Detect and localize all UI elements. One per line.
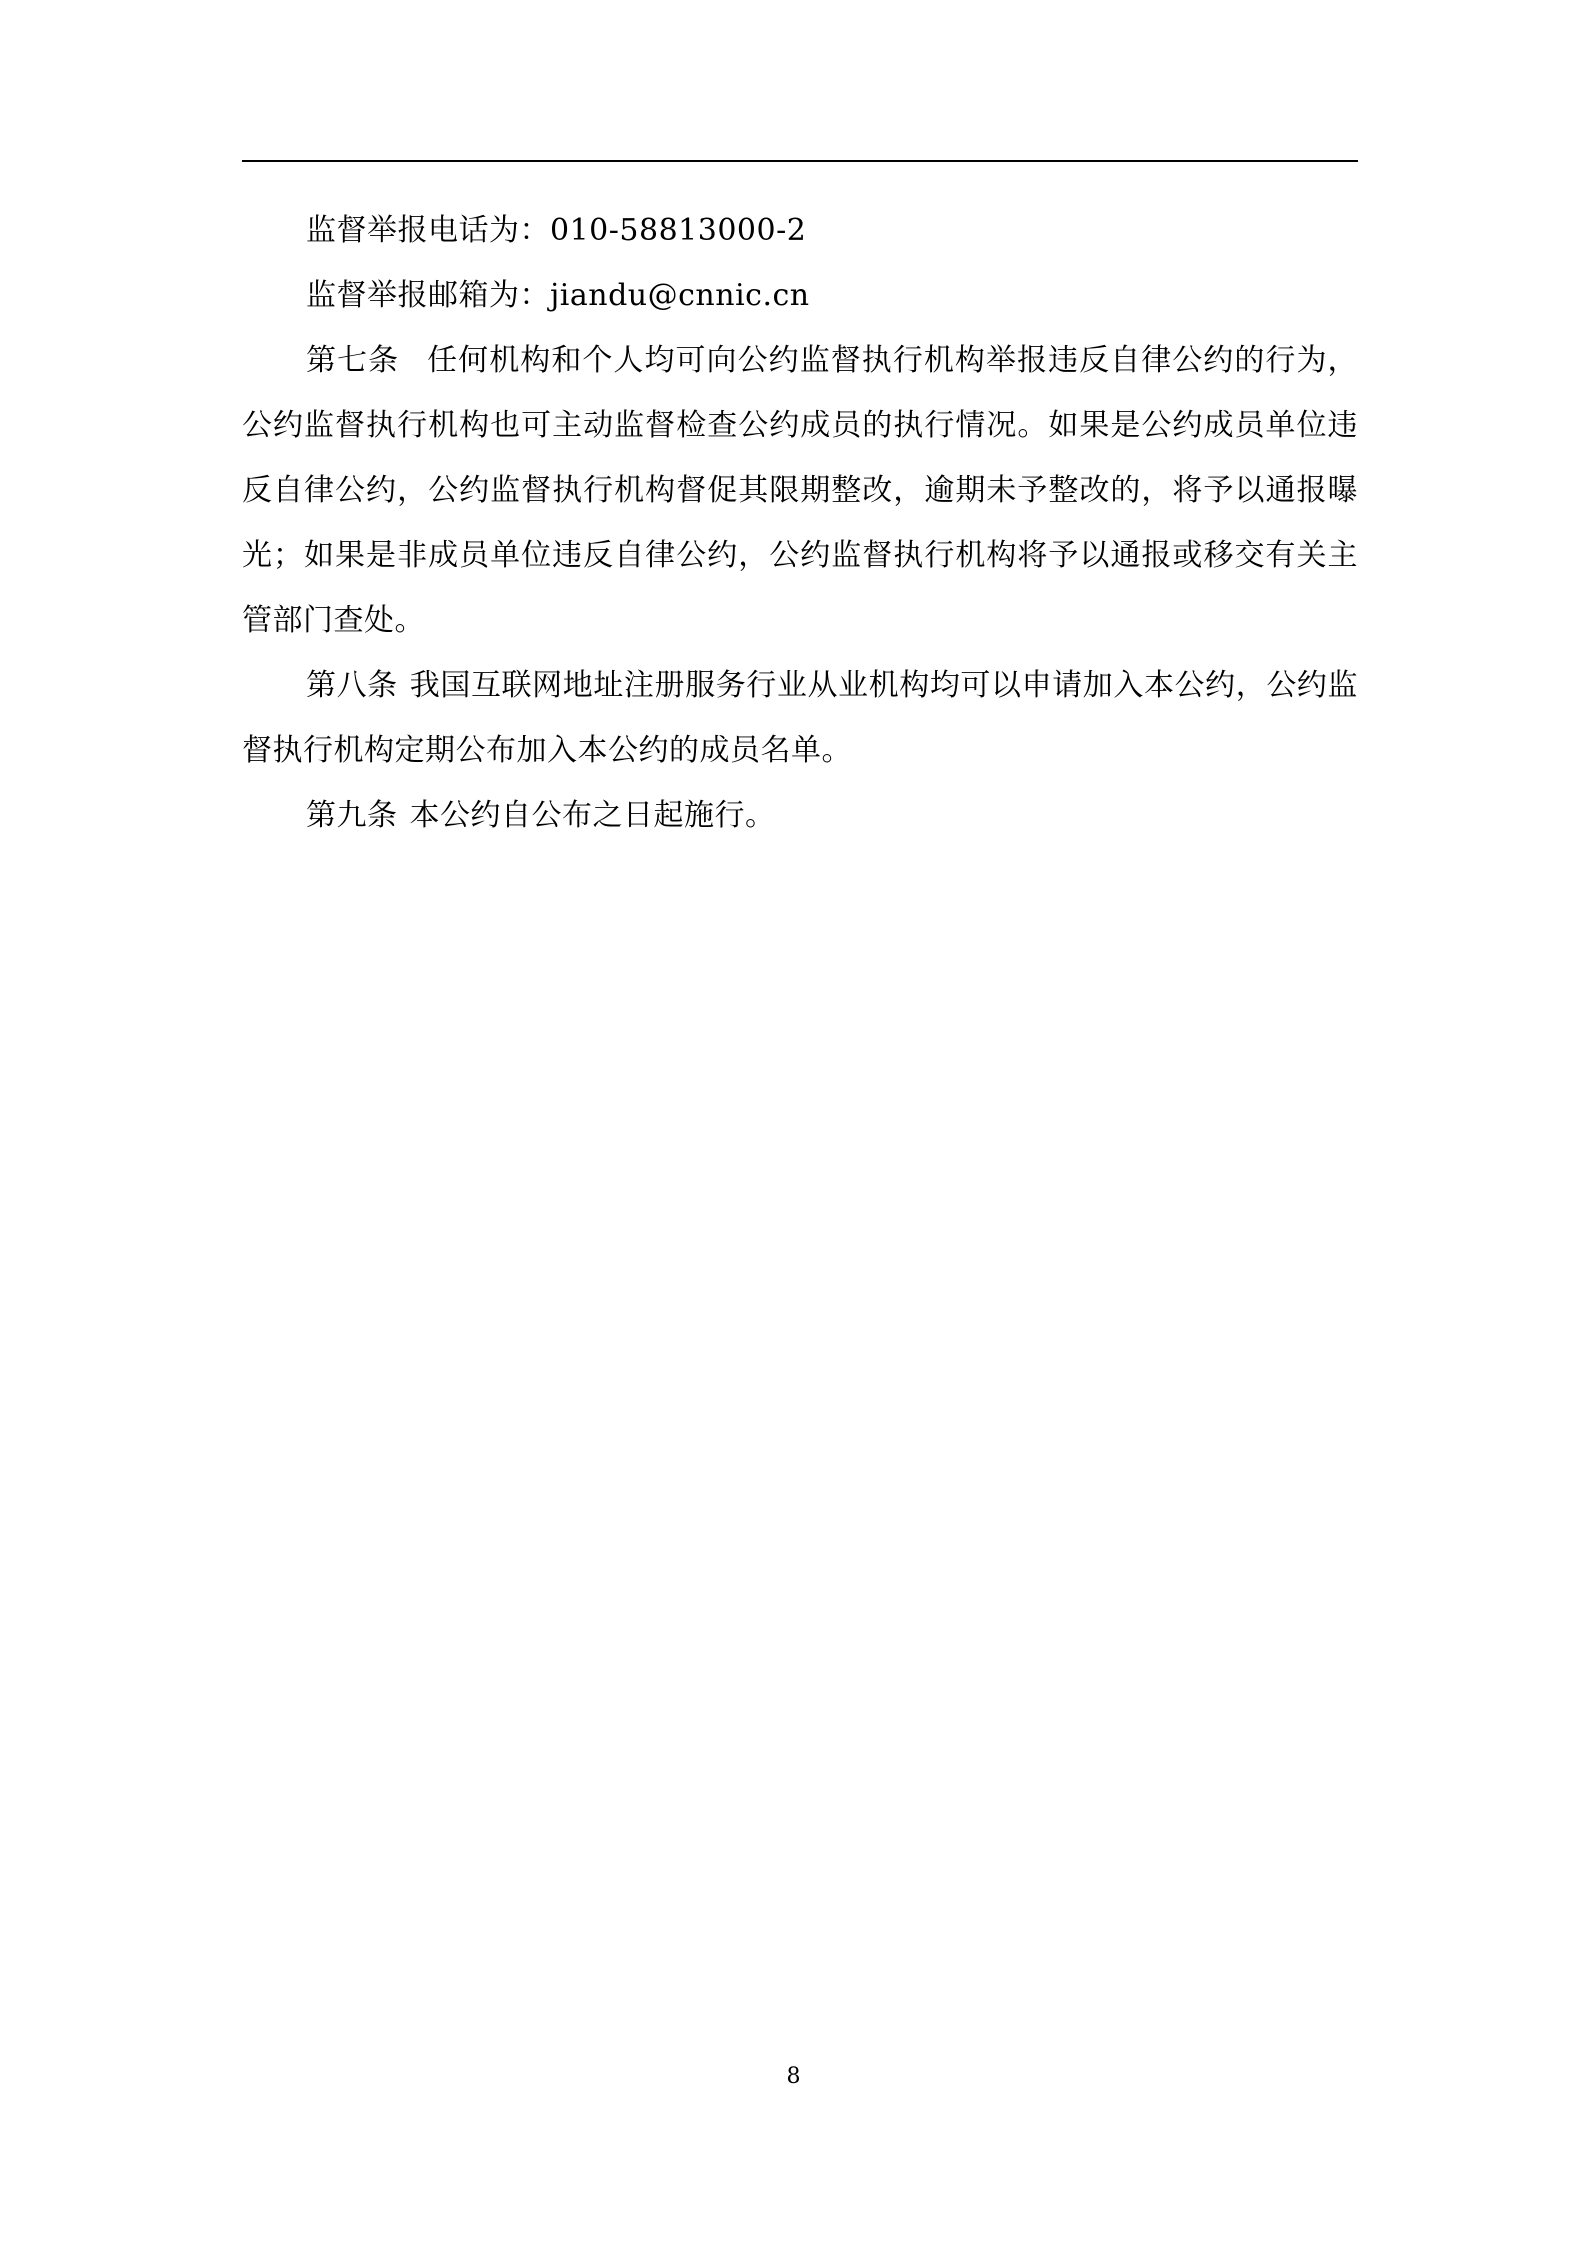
- article-7: [242, 328, 1358, 653]
- article-9: [242, 783, 1358, 848]
- page-number: 8: [786, 2064, 801, 2089]
- email-line: 监督举报邮箱为：jiandu@cnnic.cn: [306, 278, 810, 313]
- header-rule: [242, 160, 1358, 162]
- phone-line: 监督举报电话为：010-58813000-2: [306, 213, 807, 248]
- article-text: 我国互联网地址注册服务行业从业机构均可以申请加入本公约，公约监督执行机构定期公布加入本公约的成员名单。: [242, 668, 1359, 768]
- article-number: 第七条: [306, 343, 400, 378]
- article-text: 任何机构和个人均可向公约监督执行机构举报违反自律公约的行为，公约监督执行机构也可主动监督检查公约成员的执行情况。如果是公约成员单位违反自律公约，公约监督执行机构督促其限期整改，逾期未予整改的，将予以通报曝光；如果是非成员单位违反自律公约，公约监督执行机构将予以通报或移交有关主管部门查处。: [242, 343, 1358, 638]
- article-number: 第八条: [306, 668, 398, 703]
- article-8: [242, 653, 1358, 783]
- document-body: [242, 198, 1358, 848]
- article-number: 第九条: [306, 798, 398, 833]
- article-text: 本公约自公布之日起施行。: [409, 798, 776, 833]
